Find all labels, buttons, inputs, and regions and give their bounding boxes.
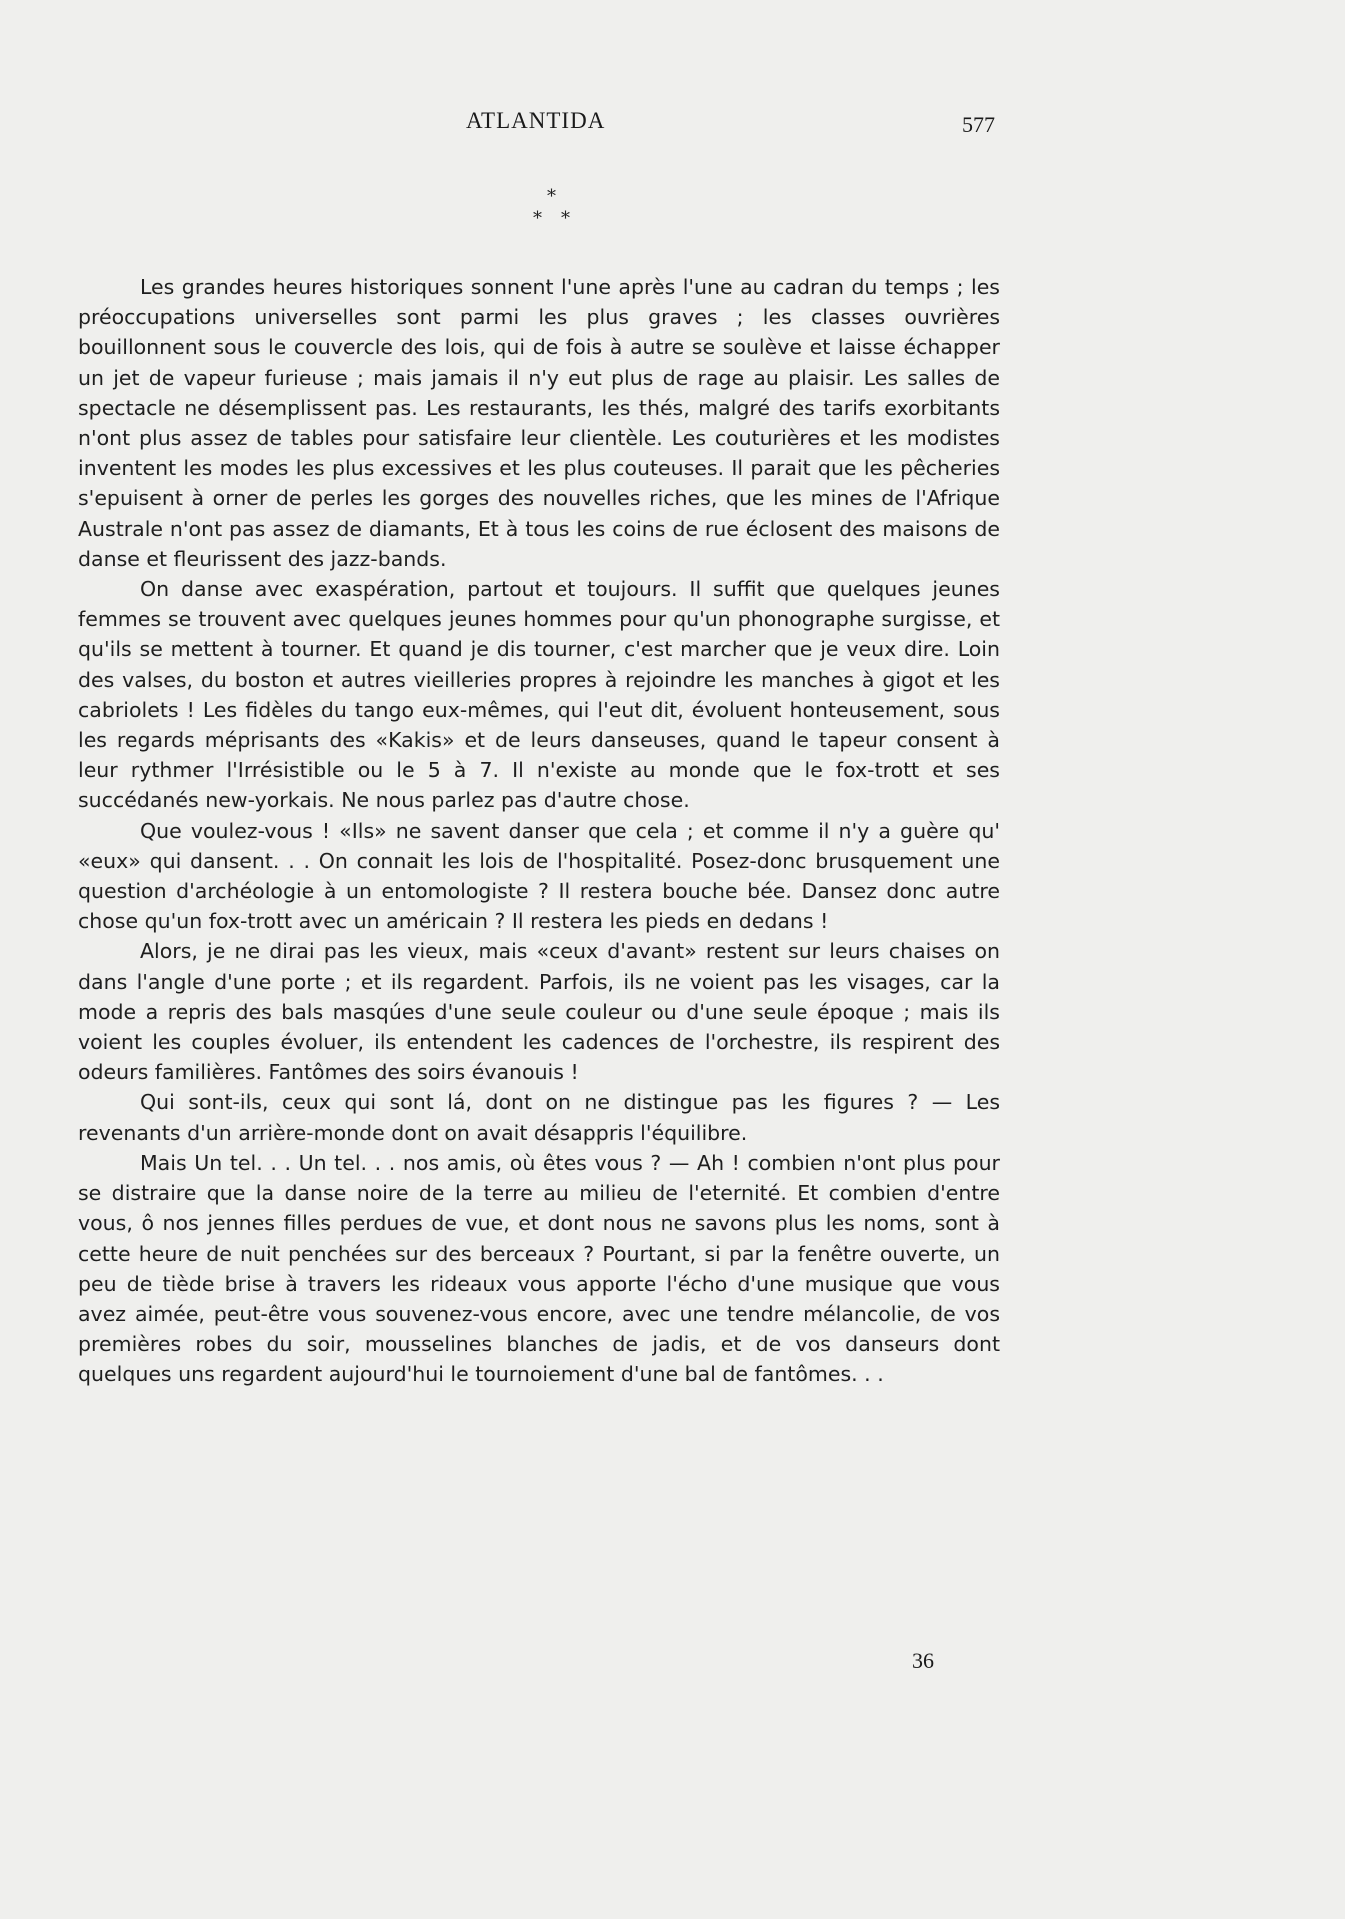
paragraph: Alors, je ne dirai pas les vieux, mais «ceux d'avant» restent sur leurs chaises on dans l'angle d'une porte ; et ils regardent. Parfois, ils ne voient pas les visages, car la mode a repris des bals masqúes d'une seule couleur ou d'une seule époque ; mais ils voient les couples évoluer, ils entendent les cadences de l'orchestre, ils respirent des odeurs familières. Fantômes des soirs évanouis ! [78,939,1000,1085]
page-number: 577 [962,112,995,137]
article-body [78,272,1000,1390]
asterism-star-top: * [547,186,556,207]
paragraph: Mais Un tel. . . Un tel. . . nos amis, où êtes vous ? — Ah ! combien n'ont plus pour se distraire que la danse noire de la terre au milieu de l'eternité. Et combien d'entre vous, ô nos jennes filles perdues de vue, et dont nous ne savons plus les noms, sont à cette heure de nuit penchées sur des berceaux ? Pourtant, si par la fenêtre ouverte, un peu de tiède brise à travers les rideaux vous apporte l'écho d'une musique que vous avez aimée, peut-être vous souvenez-vous encore, avec une tendre mélancolie, de vos premières robes du soir, mousselines blanches de jadis, et de vos danseurs dont quelques uns regardent aujourd'hui le tournoiement d'une bal de fantômes. . . [78,1150,1000,1387]
paragraph: Les grandes heures historiques sonnent l'une après l'une au cadran du temps ; les préoccupations universelles sont parmi les plus graves ; les classes ouvrières bouillonnent sous le couvercle des lois, qui de fois à autre se soulève et laisse échapper un jet de vapeur furieuse ; mais jamais il n'y eut plus de rage au plaisir. Les salles de spectacle ne désemplissent pas. Les restaurants, les thés, malgré des tarifs exorbitants n'ont plus assez de tables pour satisfaire leur clientèle. Les couturières et les modistes inventent les modes les plus excessives et les plus couteuses. Il parait que les pêcheries s'epuisent à orner de perles les gorges des nouvelles riches, que les mines de l'Afrique Australe n'ont pas assez de diamants, Et à tous les coins de rue éclosent des maisons de danse et fleurissent des jazz-bands. [78,275,1000,571]
signature-mark: 36 [912,1648,934,1673]
paragraph: On danse avec exaspération, partout et toujours. Il suffit que quelques jeunes femmes se trouvent avec quelques jeunes hommes pour qu'un phonographe surgisse, et qu'ils se mettent à tourner. Et quand je dis tourner, c'est marcher que je veux dire. Loin des valses, du boston et autres vieilleries propres à rejoindre les manches à gigot et les cabriolets ! Les fidèles du tango eux-mêmes, qui l'eut dit, évoluent honteusement, sous les regards méprisants des «Kakis» et de leurs danseuses, quand le tapeur consent à leur rythmer l'Irrésistible ou le 5 à 7. Il n'existe au monde que le fox-trott et ses succédanés new-yorkais. Ne nous parlez pas d'autre chose. [78,577,1000,813]
paragraph: Qui sont-ils, ceux qui sont lá, dont on ne distingue pas les figures ? — Les revenants d'un arrière-monde dont on avait désappris l'équilibre. [78,1090,1000,1145]
asterism-star-left: * [533,208,542,229]
paragraph: Que voulez-vous ! «Ils» ne savent danser que cela ; et comme il n'y a guère qu' «eux» qui dansent. . . On connait les lois de l'hospitalité. Posez-donc brusquement une question d'archéologie à un entomologiste ? Il restera bouche bée. Dansez donc autre chose qu'un fox-trott avec un américain ? Il restera les pieds en dedans ! [78,818,1000,934]
asterism [530,186,580,230]
asterism-star-right: * [561,208,570,229]
running-head-title: ATLANTIDA [466,108,606,133]
